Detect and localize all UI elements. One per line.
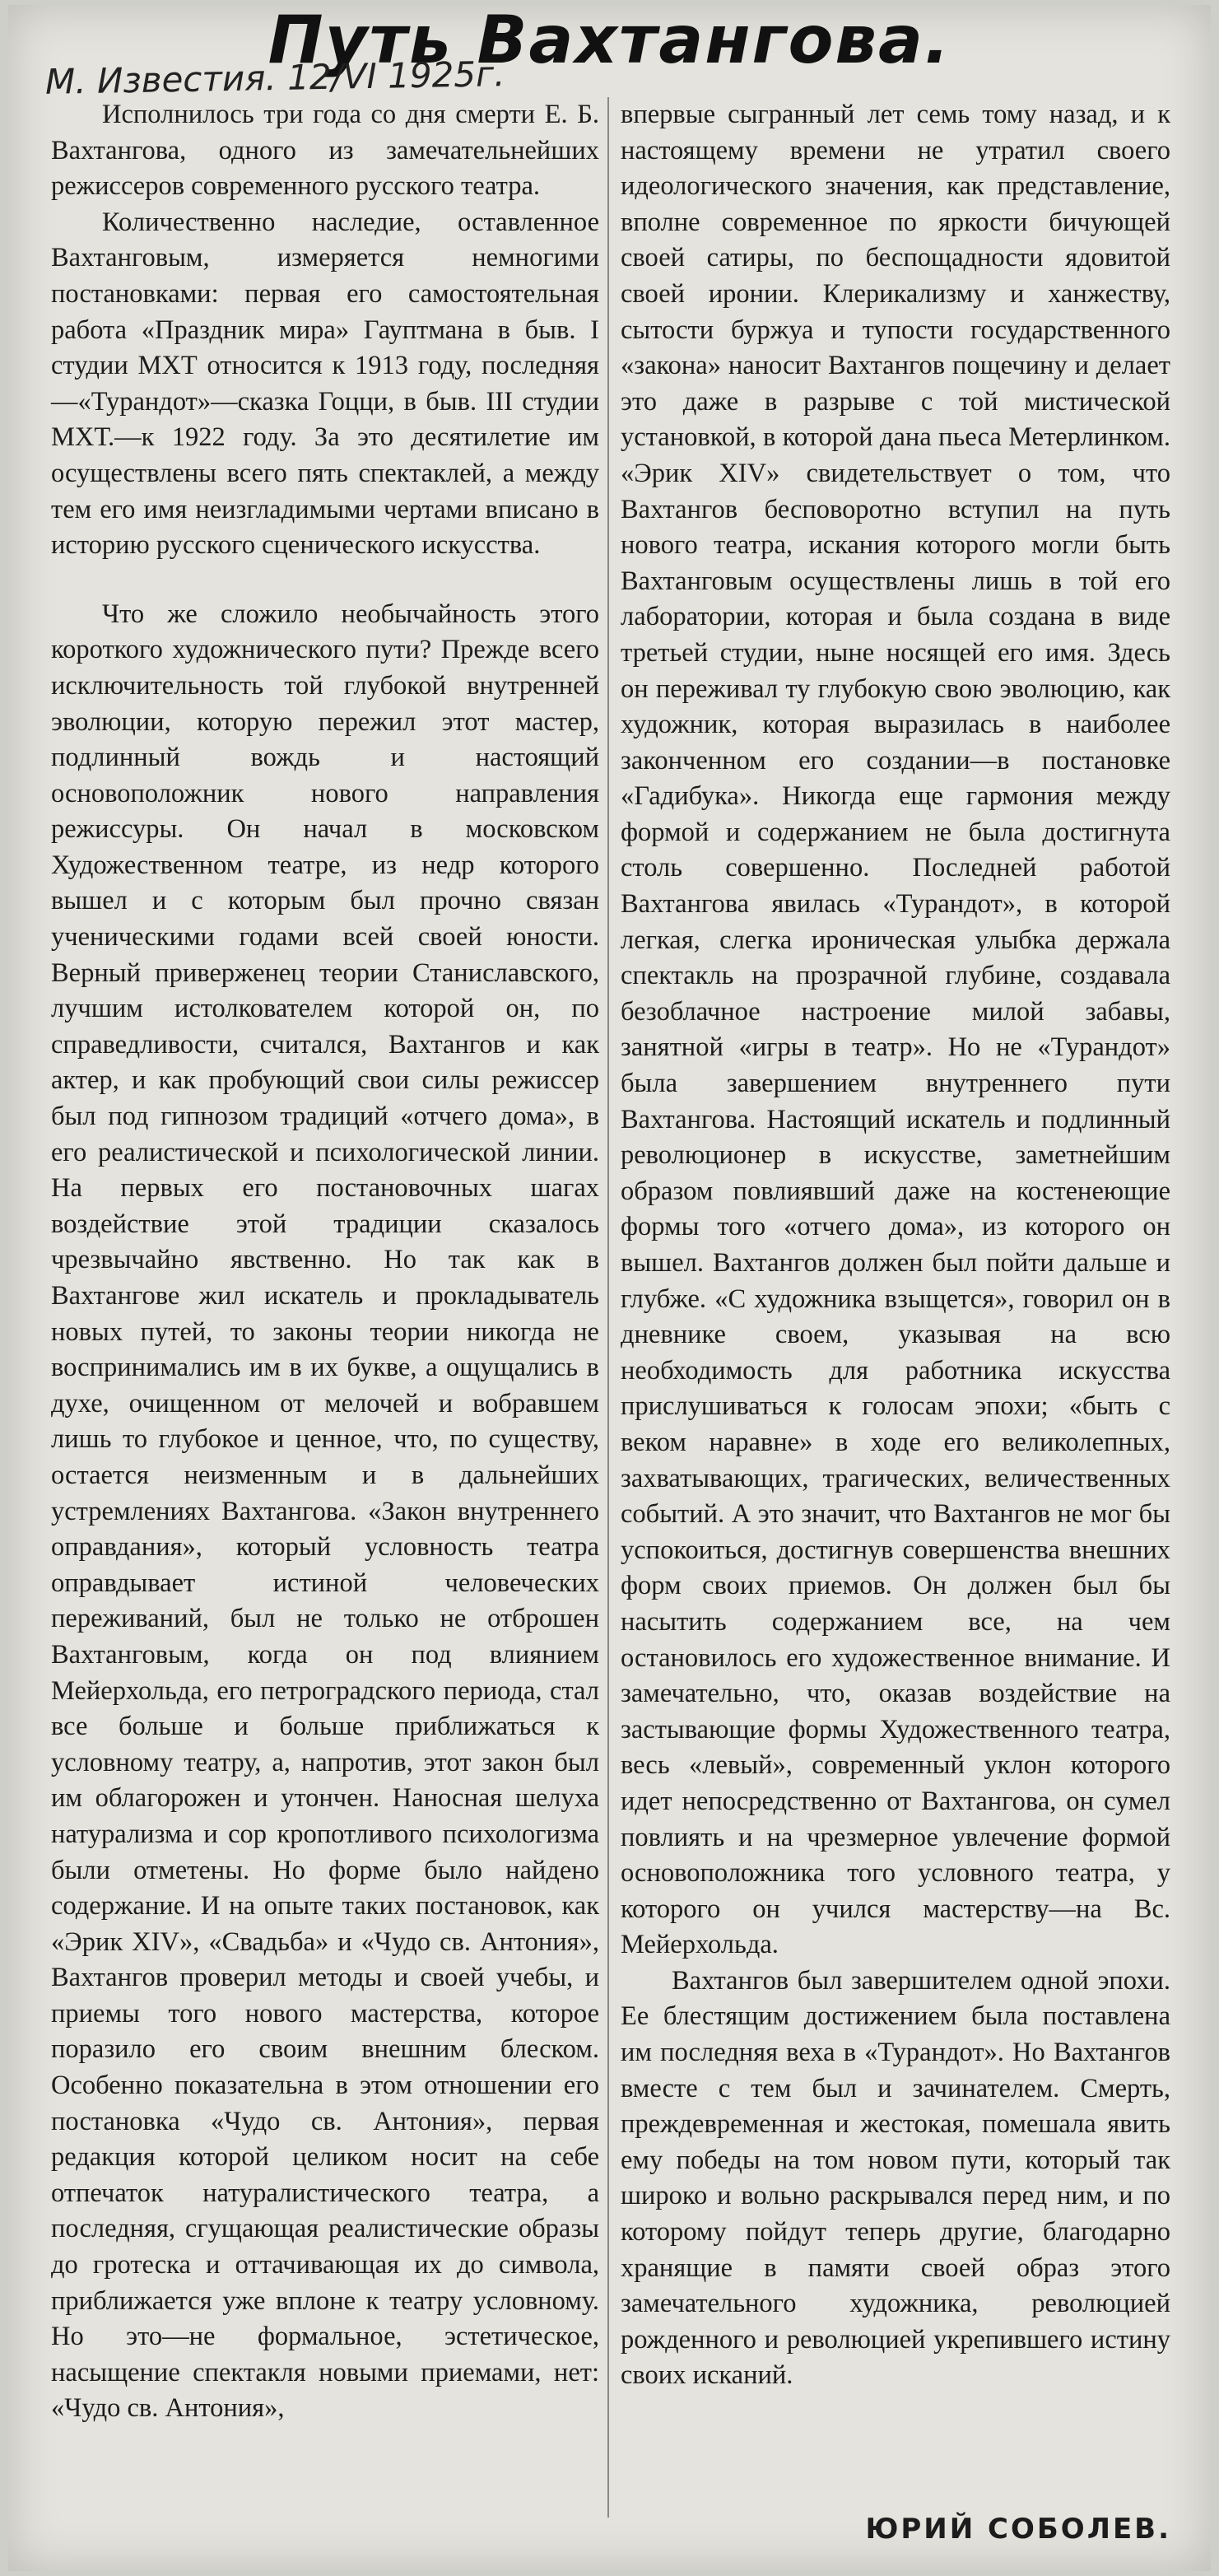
author-signature: ЮРИЙ СОБОЛЕВ.	[865, 2513, 1171, 2546]
right-column	[621, 97, 1170, 2394]
paragraph: Вахтангов был завершителем одной эпохи. Ее блестящим достижением была поставлена им последняя веха в «Турандот». Но Вахтангов вместе с тем был и зачинателем. Смерть, преждевременная и жестокая, помешала явить ему победы на том новом пути, который так широко и вольно раскрывался перед ним, и по которому пойдут теперь другие, благодарно хранящие в памяти своей образ этого замечательного художника, революцией рожденного и революцией укрепившего истину своих исканий.	[621, 1965, 1170, 2391]
paragraph: Исполнилось три года со дня смерти Е. Б. Вахтангова, одного из замечательнейших режиссеров современного русского театра.	[51, 100, 599, 202]
paragraph: Количественно наследие, оставленное Вахтанговым, измеряется немногими постановками: первая его самостоятельная работа «Праздник мира» Гауптмана в быв. I студии МХТ относится к 1913 году, последняя—«Турандот»—сказка Гоцци, в быв. III студии МХТ.—к 1922 году. За это десятилетие им осуществлены всего пять спектаклей, а между тем его имя неизгладимыми чертами вписано в историю русского сценического искусства.	[51, 207, 599, 561]
paragraph-gap	[51, 564, 599, 597]
article-title: Путь Вахтангова.	[268, 2, 951, 78]
paragraph: впервые сыгранный лет семь тому назад, и к настоящему времени не утратил своего идеологического значения, как представление, вполне современное по яркости бичующей своей сатиры, по беспощадности ядовитой своей иронии. Клерикализму и ханжеству, сытости буржуа и тупости государственного «закона» наносит Вахтангов пощечину и делает это даже в разрыве с той мистической установкой, в которой дана пьеса Метерлинком. «Эрик XIV» свидетельствует о том, что Вахтангов бесповоротно вступил на путь нового театра, искания которого могли быть Вахтанговым осуществлены лишь в той его лаборатории, которая и была создана в виде третьей студии, ныне носящей его имя. Здесь он переживал ту глубокую свою эволюцию, как художник, которая выразилась в наиболее законченном его создании—в постановке «Гадибука». Никогда еще гармония между формой и содержанием не была достигнута столь совершенно. Последней работой Вахтангова явилась «Турандот», в которой легкая, слегка ироническая улыбка держала спектакль на прозрачной глубине, создавала безоблачное настроение милой забавы, занятной «игры в театр». Но не «Турандот» была завершением внутреннего пути Вахтангова. Настоящий искатель и подлинный революционер в искусстве, заметнейшим образом повлиявший даже на костенеющие формы того «отчего дома», из которого он вышел. Вахтангов должен был пойти дальше и глубже. «С художника взыщется», говорил он в дневнике своем, указывая на всю необходимость для работника искусства прислушиваться к голосам эпохи; «быть с веком наравне» в ходе его великолепных, захватывающих, трагических, величественных событий. А это значит, что Вахтангов не мог бы успокоиться, достигнув совершенства внешних форм своих приемов. Он должен был бы насытить содержанием все, на чем остановилось его художественное внимание. И замечательно, что, оказав воздействие на застывающие формы Художественного театра, весь «левый», современный уклон которого идет непосредственно от Вахтангова, он сумел повлиять и на чрезмерное увлечение формой основоположника того условного театра, у которого он учился мастерству—на Вс. Мейерхольда.	[621, 100, 1170, 1960]
column-divider	[607, 97, 609, 2518]
left-column	[51, 97, 599, 2427]
paragraph: Что же сложило необычайность этого короткого художнического пути? Прежде всего исключительность той глубокой внутренней эволюции, которую пережил этот мастер, подлинный вождь и настоящий основоположник нового направления режиссуры. Он начал в московском Художественном театре, из недр которого вышел и с которым был прочно связан ученическими годами всей своей юности. Верный приверженец теории Станиславского, лучшим истолкователем которой он, по справедливости, считался, Вахтангов и как актер, и как пробующий свои силы режиссер был под гипнозом традиций «отчего дома», в его реалистической и психологической линии. На первых его постановочных шагах воздействие этой традиции сказалось чрезвычайно явственно. Но так как в Вахтангове жил искатель и прокладыватель новых путей, то законы теории никогда не воспринимались им в их букве, а ощущались в духе, очищенном от мелочей и вобравшем лишь то глубокое и ценное, что, по существу, остается неизменным и в дальнейших устремлениях Вахтангова. «Закон внутреннего оправдания», который условность театра оправдывает истиной человеческих переживаний, был не только не отброшен Вахтанговым, когда он под влиянием Мейерхольда, его петроградского периода, стал все больше и больше приближаться к условному театру, а, напротив, этот закон был им облагорожен и утончен. Наносная шелуха натурализма и сор кропотливого психологизма были отметены. Но форме было найдено содержание. И на опыте таких постановок, как «Эрик XIV», «Свадьба» и «Чудо св. Антония», Вахтангов проверил методы и своей учебы, и приемы того нового мастерства, которое поразило его своим внешним блеском. Особенно показательна в этом отношении его постановка «Чудо св. Антония», первая редакция которой целиком носит на себе отпечаток натуралистического театра, а последняя, сгущающая реалистические образы до гротеска и оттачивающая их до символа, приближается уже вплоне к театру условному. Но это—не формальное, эстетическое, насыщение спектакля новыми приемами, нет: «Чудо св. Антония»,	[51, 599, 599, 2424]
handwritten-source-note: М. Известия. 12/VI 1925г.	[44, 54, 505, 102]
